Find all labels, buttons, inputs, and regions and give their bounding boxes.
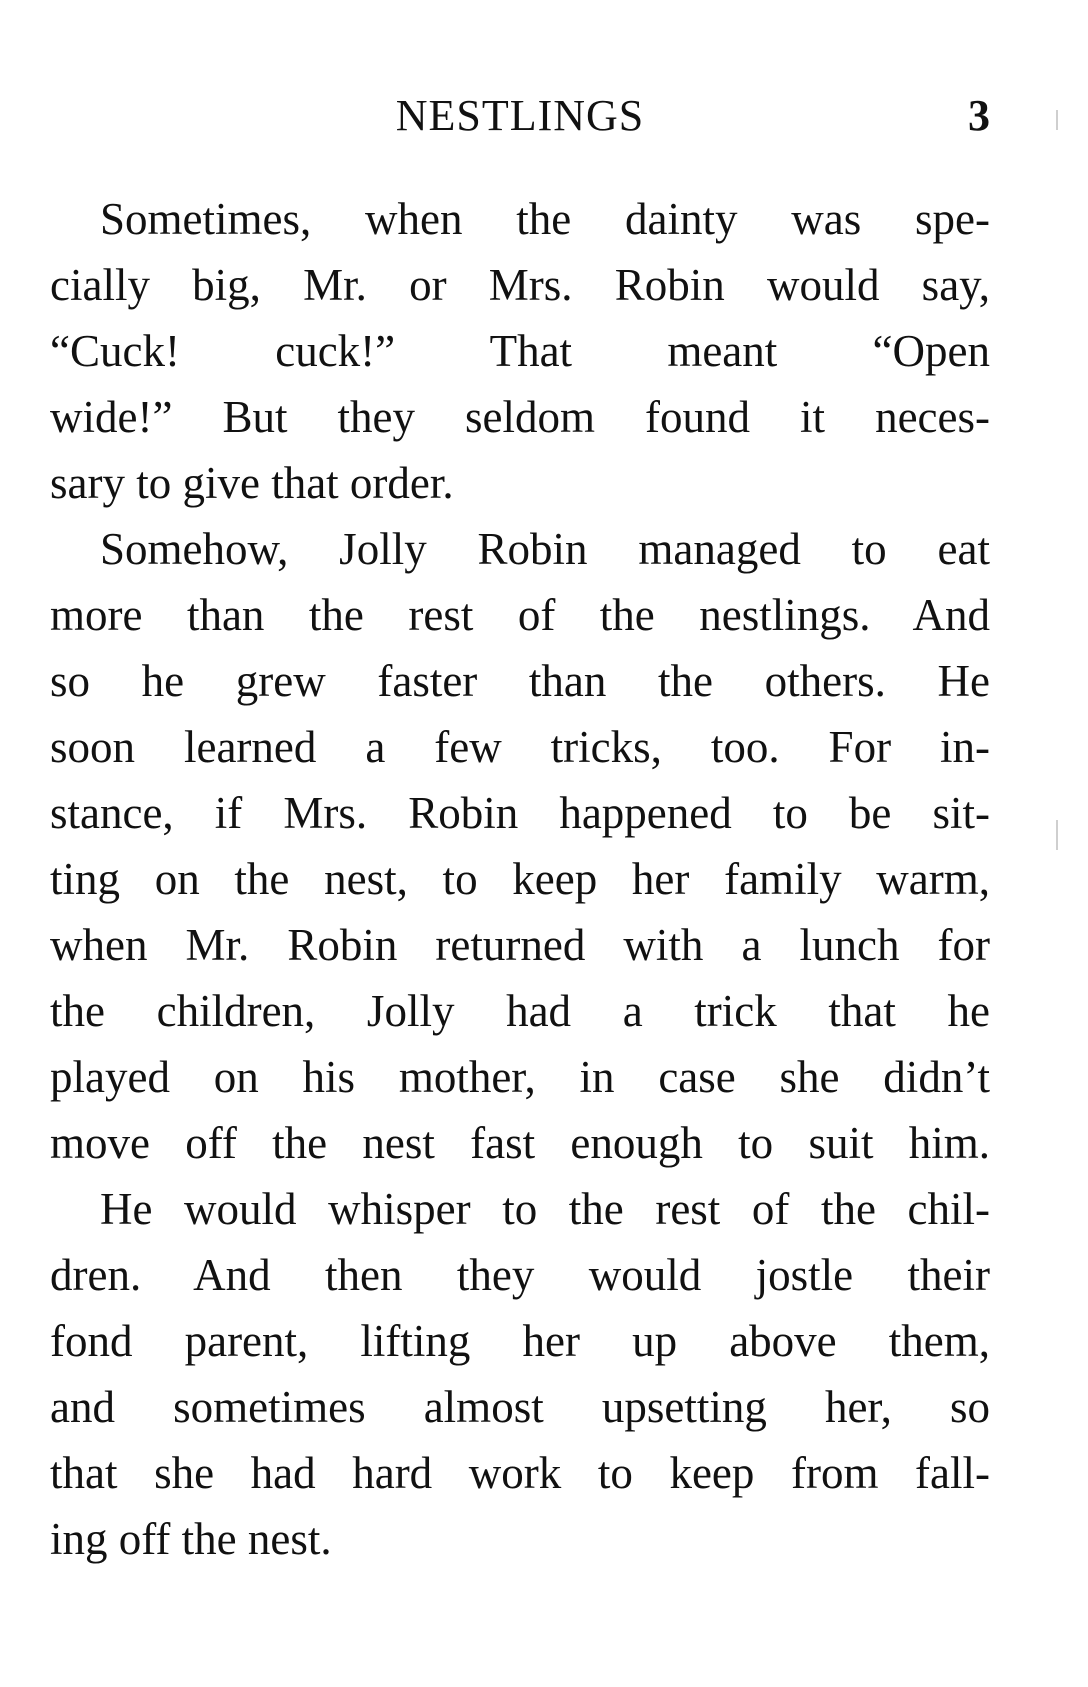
body-text [50,186,990,1572]
paragraph-2 [50,516,990,1176]
text-line: and sometimes almost upsetting her, so [50,1382,990,1432]
text-line: the children, Jolly had a trick that he [50,986,990,1036]
scan-mark [1056,820,1058,850]
text-line: “Cuck! cuck!” That meant “Open [50,326,990,376]
text-line: so he grew faster than the others. He [50,656,990,706]
text-line: when Mr. Robin returned with a lunch for [50,920,990,970]
text-line: dren. And then they would jostle their [50,1250,990,1300]
text-line: He would whisper to the rest of the chil- [100,1184,990,1234]
text-line: fond parent, lifting her up above them, [50,1316,990,1366]
text-line: stance, if Mrs. Robin happened to be sit- [50,788,990,838]
running-head [50,86,990,146]
scan-mark [1056,110,1058,130]
text-line: played on his mother, in case she didn’t [50,1052,990,1102]
text-line: Somehow, Jolly Robin managed to eat [100,524,990,574]
text-line: move off the nest fast enough to suit him. [50,1118,990,1168]
text-line: wide!” But they seldom found it neces- [50,392,990,442]
paragraph-1 [50,186,990,516]
running-title: NESTLINGS [395,91,645,140]
text-line: soon learned a few tricks, too. For in- [50,722,990,772]
text-line: ing off the nest. [50,1514,332,1564]
text-line: ting on the nest, to keep her family warm, [50,854,990,904]
text-line: cially big, Mr. or Mrs. Robin would say, [50,260,990,310]
text-line: sary to give that order. [50,458,454,508]
text-line: more than the rest of the nestlings. And [50,590,990,640]
text-line: Sometimes, when the dainty was spe- [100,194,990,244]
text-line: that she had hard work to keep from fall- [50,1448,990,1498]
page-number: 3 [968,91,990,140]
paragraph-3 [50,1176,990,1572]
